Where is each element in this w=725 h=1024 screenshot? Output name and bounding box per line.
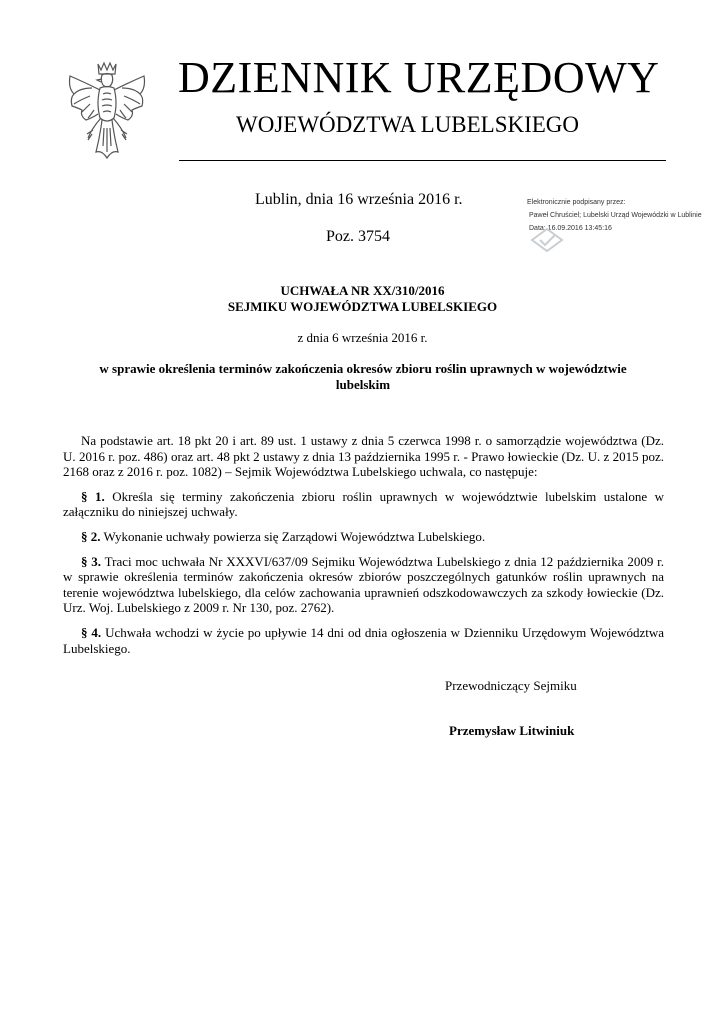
- preamble-paragraph: Na podstawie art. 18 pkt 20 i art. 89 ust. 1 ustawy z dnia 5 czerwca 1998 r. o samorządzie województwa (Dz. U. 2016 r. poz. 486) oraz art. 48 pkt 2 ustawy z dnia 13 października 1995 r. - Prawo łowieckie (Dz. U. z 2015 poz. 2168 oraz z 2016 r. poz. 1082) – Sejmik Województwa Lubelskiego uchwala, co następuje:: [63, 433, 664, 480]
- e-signature-date: Data: 16.09.2016 13:45:16: [529, 225, 612, 232]
- section-paragraph: [63, 625, 664, 656]
- section-text: Wykonanie uchwały powierza się Zarządowi Województwa Lubelskiego.: [103, 528, 486, 544]
- section-mark: § 3.: [81, 553, 102, 569]
- section-paragraph: [63, 489, 664, 520]
- resolution-subject: w sprawie określenia terminów zakończenia okresów zbioru roślin uprawnych w województwie lubelskim: [99, 361, 627, 392]
- section-mark: § 4.: [81, 624, 102, 640]
- resolution-number: UCHWAŁA NR XX/310/2016: [280, 283, 445, 298]
- position-number: Poz. 3754: [326, 228, 390, 245]
- header-divider: [179, 160, 666, 161]
- section-text: Traci moc uchwała Nr XXXVI/637/09 Sejmiku Województwa Lubelskiego z dnia 12 października 2009 r. w sprawie określenia terminów zakończenia okresów zbiorów poszczególnych gatunków roślin uprawnych na terenie województwa lubelskiego, dla celów zachowania uprawnień odszkodowawczych za szkody łowieckie (Dz. Urz. Woj. Lubelskiego z 2009 r. Nr 130, poz. 2762).: [63, 553, 664, 616]
- e-signature-signer: Paweł Chruściel; Lubelski Urząd Wojewódzki w Lublinie: [529, 212, 702, 219]
- signer-role: Przewodniczący Sejmiku: [445, 678, 577, 693]
- e-signature-heading: Elektronicznie podpisany przez:: [527, 199, 626, 206]
- section-mark: § 2.: [81, 528, 101, 544]
- section-text: Określa się terminy zakończenia zbioru roślin uprawnych w województwie lubelskim ustalone w załączniku do niniejszej uchwały.: [63, 488, 664, 520]
- resolution-body: SEJMIKU WOJEWÓDZTWA LUBELSKIEGO: [227, 299, 498, 314]
- resolution-date: z dnia 6 września 2016 r.: [297, 330, 428, 345]
- signature-check-icon: [530, 226, 564, 254]
- section-paragraph: [63, 529, 664, 545]
- publication-dateline: Lublin, dnia 16 września 2016 r.: [255, 191, 463, 208]
- journal-title: DZIENNIK URZĘDOWY: [178, 53, 660, 102]
- signer-name: Przemysław Litwiniuk: [449, 723, 575, 738]
- resolution-content: [63, 433, 664, 665]
- section-mark: § 1.: [81, 488, 105, 504]
- polish-eagle-emblem-icon: [62, 58, 152, 166]
- section-text: Uchwała wchodzi w życie po upływie 14 dni od dnia ogłoszenia w Dzienniku Urzędowym Województwa Lubelskiego.: [63, 624, 665, 656]
- section-paragraph: [63, 554, 664, 616]
- journal-subtitle: WOJEWÓDZTWA LUBELSKIEGO: [236, 112, 580, 137]
